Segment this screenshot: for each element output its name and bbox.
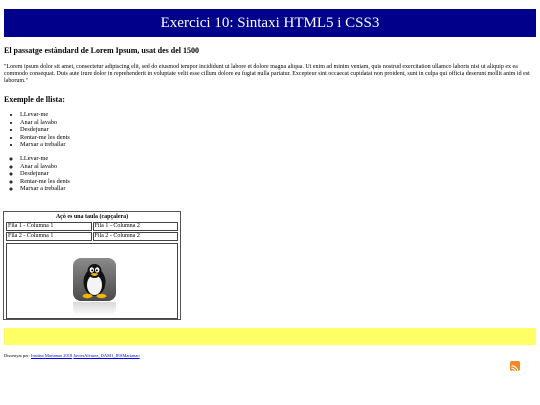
list-item: • Marxar a treballar: [20, 141, 70, 149]
rss-icon[interactable]: [510, 361, 520, 371]
list-item: ◦ Marxar a treballar: [20, 185, 70, 193]
table-cell: Fila 2 - Columna 1: [6, 232, 92, 241]
data-table: [3, 211, 181, 320]
footer-prefix: Dissenyat per:: [4, 353, 30, 358]
bullet-list: [0, 111, 70, 149]
footer: [4, 353, 140, 358]
list-item: ◦ LLevar-me: [20, 155, 70, 163]
list-item: • Anar al lavabo: [20, 119, 70, 127]
list-item: ◦ Anar al lavabo: [20, 163, 70, 171]
yellow-bar: [4, 328, 536, 345]
table-row: [6, 222, 178, 231]
table-cell: Fila 1 - Columna 2: [93, 222, 179, 231]
section-title: El passatge estàndard de Lorem Ipsum, usat des del 1500: [4, 46, 199, 55]
table-header-row: [6, 214, 178, 221]
table-cell: Fila 2 - Columna 2: [93, 232, 179, 241]
lorem-paragraph: "Lorem ipsum dolor sit amet, consectetur adipiscing elit, sed do eiusmod tempor incididunt ut labore et dolore magna aliqua. Ut enim ad minim veniam, quis nostrud exercitation ullamco laboris nisi ut aliquip ex ea commodo consequat. Duis aute irure dolor in reprehenderit in voluptate velit esse cillum dolore eu fugiat nulla pariatur. Excepteur sint occaecat cupidatat non proident, sunt in culpa qui officia deserunt mollit anim id est laborum.": [4, 64, 530, 84]
tux-penguin-icon: [73, 258, 116, 301]
list-item: • LLevar-me: [20, 111, 70, 119]
list-item: • Rentar-me les dents: [20, 134, 70, 142]
list-item: ◦ Rentar-me les dents: [20, 178, 70, 186]
list-item: ◦ Desdejunar: [20, 170, 70, 178]
table-image-cell: [6, 243, 178, 319]
table-row: [6, 232, 178, 241]
page-header: [4, 9, 536, 37]
table: [5, 213, 179, 242]
tux-reflection: [73, 302, 116, 316]
footer-link-institut[interactable]: Institut Marianao 2018: [31, 353, 73, 358]
table-cell: Fila 1 - Columna 1: [6, 222, 92, 231]
footer-link-author[interactable]: JavierAlvarez_DAM1_IESMarianao: [73, 353, 140, 358]
circle-list: [0, 155, 70, 193]
list-title: Exemple de llista:: [4, 95, 65, 104]
table-caption: Açò es una taula (capçalera): [55, 214, 129, 220]
list-item: • Desdejunar: [20, 126, 70, 134]
page-title: Exercici 10: Sintaxi HTML5 i CSS3: [160, 15, 380, 31]
